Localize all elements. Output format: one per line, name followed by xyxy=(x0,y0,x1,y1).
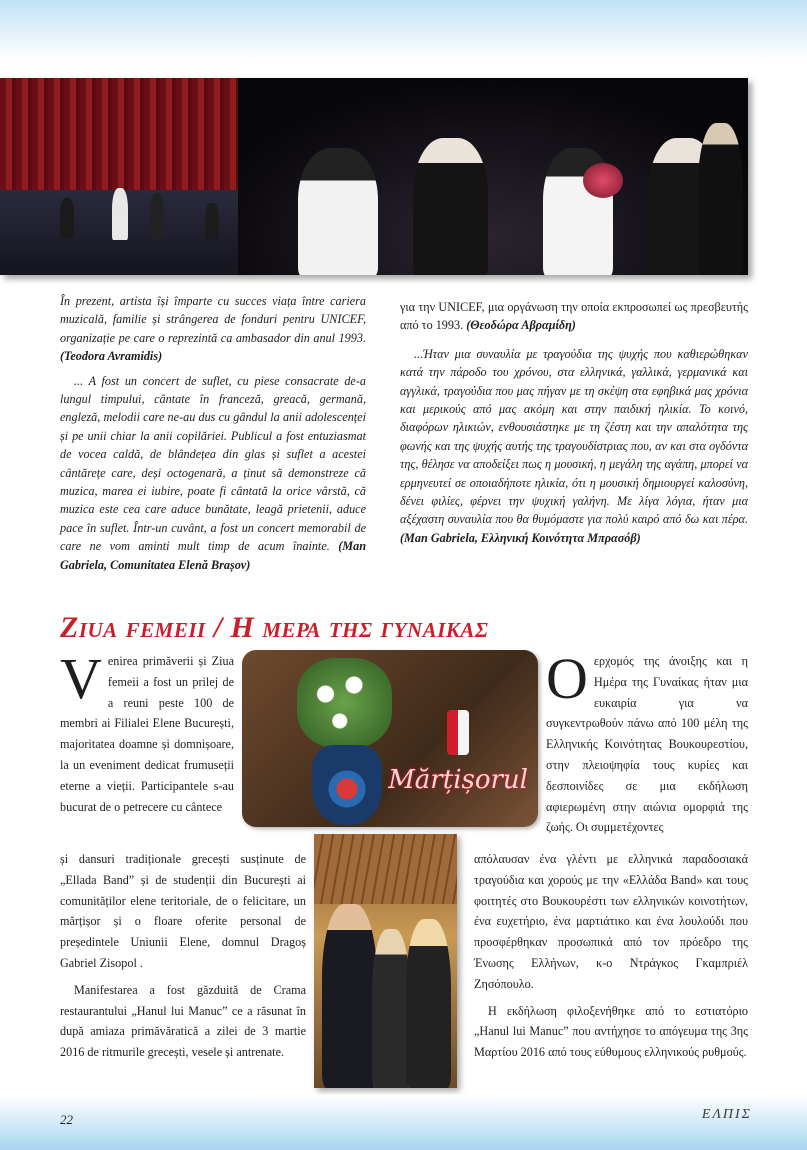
musician-figure xyxy=(60,198,74,238)
drop-cap: Ο xyxy=(546,646,588,711)
women-day-text-ro-cont: și dansuri tradiționale grecești susținute de „Ellada Band” și de studenții din București ai comunităților elene teritoriale, de o felicitare, un mărțișor și o floare oferite personal de președintele Uniunii Elene, domnul Dragoș Gabriel Zisopol . Manifestarea a fost găzduită de Crama restaurantului „Hanul lui Manuc” ce a răsunat în după amiaza primăvăratică a zilei de 3 martie 2016 de ritmurile grecești, vesele și antrenate. xyxy=(60,852,306,1060)
martisor-photo xyxy=(242,650,538,827)
women-day-text-gr-lead: Οερχομός της άνοιξης και η Ημέρα της Γυναίκας ήταν μια ευκαιρία για να συγκεντρωθούν πάνω από 100 μέλη της Ελληνικής Κοινότητας Βουκουρεστίου, στην πλειοψηφία τους κυρίες και δεσποινίδες σε μια εκδήλωση αφιερωμένη στην αιώνια ομορφιά της ζωής. Οι συμμετέχοντες xyxy=(546,646,748,835)
concert-text-gr: για την UNICEF, μια οργάνωση την οποία εκπροσωπεί ως πρεσβευτής από το 1993. (Θεοδώρα Αβραμίδη) ...Ήταν μια συναυλία με τραγούδια της ψυχής που καθιερώθηκαν κατά την πάροδο του χρόνου, στα ελληνικά, γαλλικά, γερμανικά και αγγλικά, τραγούδια που μας πήγαν με τη σκέψη στα εφηβικά μας χρόνια και μερικούς από μας ακόμη και στην παιδική ηλικία. Το κοινό, διαφόρων ηλικιών, ενθουσιάστηκε με τη ζέστη και την απαλότητα της φωνής και της ψυχής αυτής της τραγουδίστριας που, αν και στα ογδόντα της, θέλησε να αποδείξει πως η μουσική, η μεγάλη της αγάπη, μπορεί να ερμηνευτεί σε οποιαδήποτε ηλικία, ότι η μουσική δημιουργεί καλοσύνη, δένει φιλίες, φέρνει την ψυχική γαλήνη. Με λίγα λόγια, ήταν μια αξέχαστη συναυλία που θα θυμόμαστε για πολύ καιρό από δω και πέρα. (Man Gabriela, Ελληνική Κοινότητα Μπρασόβ) xyxy=(400,300,748,545)
martisor-label: Mărțișorul xyxy=(388,765,528,795)
drop-cap: V xyxy=(60,646,102,711)
vase xyxy=(312,745,382,825)
author-credit: (Teodora Avramidis) xyxy=(60,349,163,364)
concert-stage-photo xyxy=(0,78,238,275)
magazine-name: ΕΛΠΙΣ xyxy=(701,1107,752,1122)
section-title: Ziua femeii / Η μερα της γυναικας xyxy=(60,611,489,644)
singer-figure xyxy=(298,148,378,275)
brick-arch xyxy=(314,834,457,904)
musician-figure xyxy=(150,193,164,239)
women-day-text-ro-lead: Venirea primăverii și Ziua femeii a fost un prilej de a reuni peste 100 de membri ai Filialei Elene București, majoritatea doamne și domnișoare, la un eveniment dedicat frumuseții eterne a vieții. Participantele s-au bucurat de o petrecere cu cântece xyxy=(60,646,234,814)
author-credit: (Man Gabriela, Comunitatea Elenă Brașov) xyxy=(60,539,366,572)
snowdrop-flowers xyxy=(297,658,392,748)
man-in-suit xyxy=(322,904,377,1088)
presenter-figure xyxy=(413,138,488,275)
bouquet xyxy=(583,163,623,198)
header-band xyxy=(0,0,807,60)
author-credit: (Θεοδώρα Αβραμίδη) xyxy=(466,318,576,333)
author-credit: (Man Gabriela, Ελληνική Κοινότητα Μπρασόβ) xyxy=(400,530,641,545)
woman-figure xyxy=(372,929,410,1088)
concert-text-ro: În prezent, artista își împarte cu succes viața între cariera muzicală, familie și strângerea de fonduri pentru UNICEF, organizație pe care o reprezintă ca ambasador din anul 1993. (Teodora Avramidis) ... A fost un concert de suflet, cu piese consacrate de-a lungul timpului, cântate în franceză, greacă, germană, engleză, melodii care ne-au dus cu gândul la anii adolescenței și pe unii chiar la anii copilăriei. Publicul a fost entuziasmat de vocea caldă, de blândețea din glas și suflet a acestei cântărețe care, deși octogenară, a ținut să demonstreze că muzica, marea ei iubire, poate fi cântată la orice vârstă, că muzica este cea care aduce bunătate, leagă prietenii, aduce pace în suflet. Într-un cuvânt, a fost un concert memorabil de care ne vom aminti mult timp de acum înainte. (Man Gabriela, Comunitatea Elenă Brașov) xyxy=(60,294,366,572)
award-ceremony-photo xyxy=(238,78,748,275)
woman-figure xyxy=(406,919,451,1088)
musician-figure xyxy=(205,203,219,239)
women-day-text-gr-cont: απόλαυσαν ένα γλέντι με ελληνικά παραδοσιακά τραγούδια και χορούς με την «Ελλάδα Band» και τους φοιτητές στο Βουκουρέστι των ελληνικών κοινοτήτων, ένα ευχετήριο, ένα μαρτιάτικο και ένα λουλούδι που προσφέρθηκαν προσωπικά από τον πρόεδρο της Ένωσης Ελλήνων, κ-ο Ντράγκος Γκαμπριέλ Ζησόπουλο. Η εκδήλωση φιλοξενήθηκε από το εστιατόριο „Hanul lui Manuc” που αντήχησε το απόγευμα της 3ης Μαρτίου 2016 από τους εύθυμους ελληνικούς ρυθμούς. xyxy=(474,852,748,1060)
attendee-figure xyxy=(698,123,743,275)
singer-figure xyxy=(112,188,128,240)
martisor-tassel xyxy=(447,710,469,755)
concert-photo-strip xyxy=(0,78,748,275)
page-number: 22 xyxy=(60,1112,73,1127)
event-photo xyxy=(314,834,457,1088)
